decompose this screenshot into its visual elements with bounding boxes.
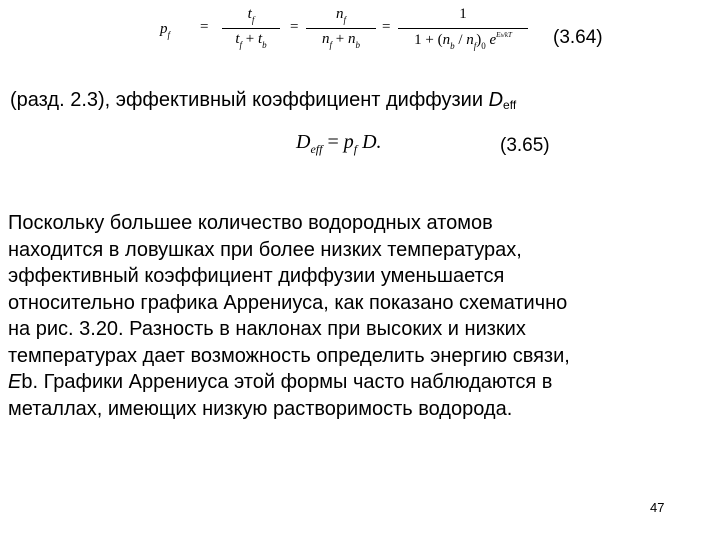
- eq-364-fraction-exponential: [398, 6, 528, 56]
- binding-energy-symbol: E: [8, 371, 22, 393]
- paragraph-line: относительно графика Аррениуса, как показано схематично: [8, 291, 568, 314]
- eq-364-frac3-numerator: 1: [459, 6, 467, 22]
- page-number: 47: [650, 500, 665, 515]
- eq-364-frac2-bar: [306, 28, 376, 29]
- reference-line-symbol: D: [488, 89, 504, 111]
- eq-364-frac2-numerator: $n_f$: [335, 6, 346, 25]
- equation-3-64: [160, 6, 540, 58]
- eq-364-frac3-bar: [398, 28, 528, 29]
- reference-line: [10, 89, 516, 112]
- paragraph-line-binding-energy: [8, 369, 708, 396]
- eq-364-fraction-count: [306, 6, 376, 56]
- eq-364-frac3-denominator: $1 + (n_b / n_f)_0$ $e^{Eb/kT}$: [414, 31, 512, 51]
- equation-number-3-65: (3.65): [500, 135, 550, 156]
- paragraph-line: металлах, имеющих низкую растворимость водорода.: [8, 397, 513, 420]
- eq-364-frac1-bar: [222, 28, 280, 29]
- eq-364-fraction-time: [222, 6, 280, 56]
- paragraph-line: Поскольку большее количество водородных атомов: [8, 212, 493, 234]
- binding-energy-line-rest: b. Графики Аррениуса этой формы часто наблюдаются в: [21, 371, 553, 393]
- eq-364-frac1-denominator: $t_f + t_b$: [235, 31, 267, 50]
- paragraph-line: эффективный коэффициент диффузии уменьшается: [8, 265, 505, 287]
- reference-line-symbol-sub: eff: [503, 98, 517, 112]
- paragraph-line: температурах дает возможность определить энергию связи,: [8, 344, 570, 367]
- reference-line-text: (разд. 2.3), эффективный коэффициент диффузии: [10, 89, 489, 111]
- equation-number-3-64: (3.64): [553, 27, 603, 48]
- paragraph-line: находится в ловушках при более низких температурах,: [8, 238, 522, 261]
- eq-364-equals-1: =: [200, 19, 209, 35]
- eq-364-equals-2: =: [290, 19, 299, 35]
- eq-364-lhs: $p_f$: [160, 21, 171, 40]
- body-paragraph: [8, 210, 708, 422]
- paragraph-line: на рис. 3.20. Разность в наклонах при высоких и низких: [8, 318, 526, 340]
- eq-364-frac1-numerator: $t_f$: [247, 6, 255, 25]
- eq-364-frac2-denominator: $n_f + n_b$: [322, 31, 360, 50]
- eq-364-equals-3: =: [382, 19, 391, 35]
- equation-3-65: $D_{eff} = p_f$ D.: [296, 131, 382, 156]
